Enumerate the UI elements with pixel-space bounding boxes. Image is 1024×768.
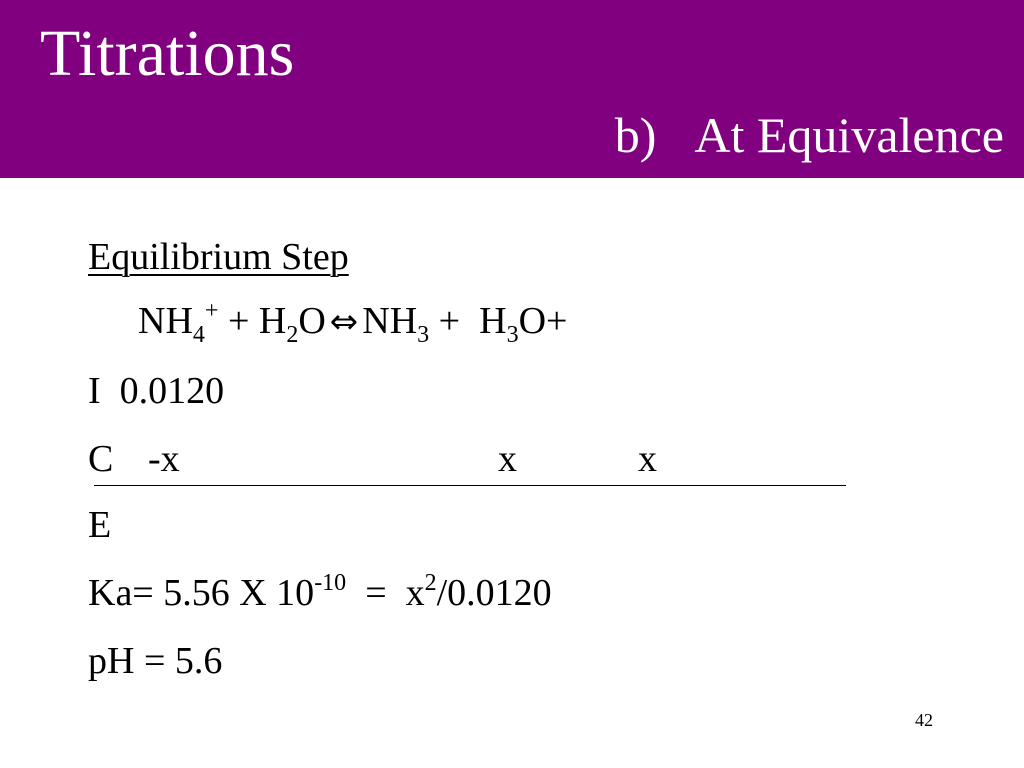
plus-sign: + [227, 300, 250, 342]
row-initial-label: I [88, 370, 101, 412]
page-number: 42 [915, 710, 933, 730]
product-ammonia: $NH_3$ [362, 300, 430, 348]
row-change-col3: x [638, 438, 657, 480]
row-initial-value: 0.0120 [119, 370, 225, 412]
row-change-col1: -x [148, 438, 180, 480]
title-banner [0, 0, 1024, 178]
ice-table-divider [94, 485, 846, 486]
product-hydronium: $H_3O+$ [479, 300, 568, 348]
row-equilibrium-label: E [88, 504, 112, 546]
slide-title: Titrations [40, 17, 295, 90]
subtitle-text: At Equivalence [694, 107, 1004, 163]
reactant-water: $H_2O$ [258, 300, 326, 348]
slide-subtitle [615, 104, 1004, 166]
equilibrium-heading: Equilibrium Step [88, 236, 349, 278]
plus-sign: + [438, 300, 461, 342]
reaction-equation [138, 298, 568, 348]
row-change-col2: x [498, 438, 517, 480]
row-initial [88, 368, 224, 414]
row-change-label: C [88, 438, 114, 480]
equilibrium-arrow-icon: ⇔ [329, 302, 359, 342]
reactant-ammonium: $NH_4^+$ [138, 298, 219, 348]
ka-expression: Ka= 5.56 X $10^{-10} = x^2/0.0120$ [88, 570, 552, 614]
ph-result: pH = 5.6 [88, 640, 223, 682]
subtitle-label: b) [614, 107, 657, 163]
